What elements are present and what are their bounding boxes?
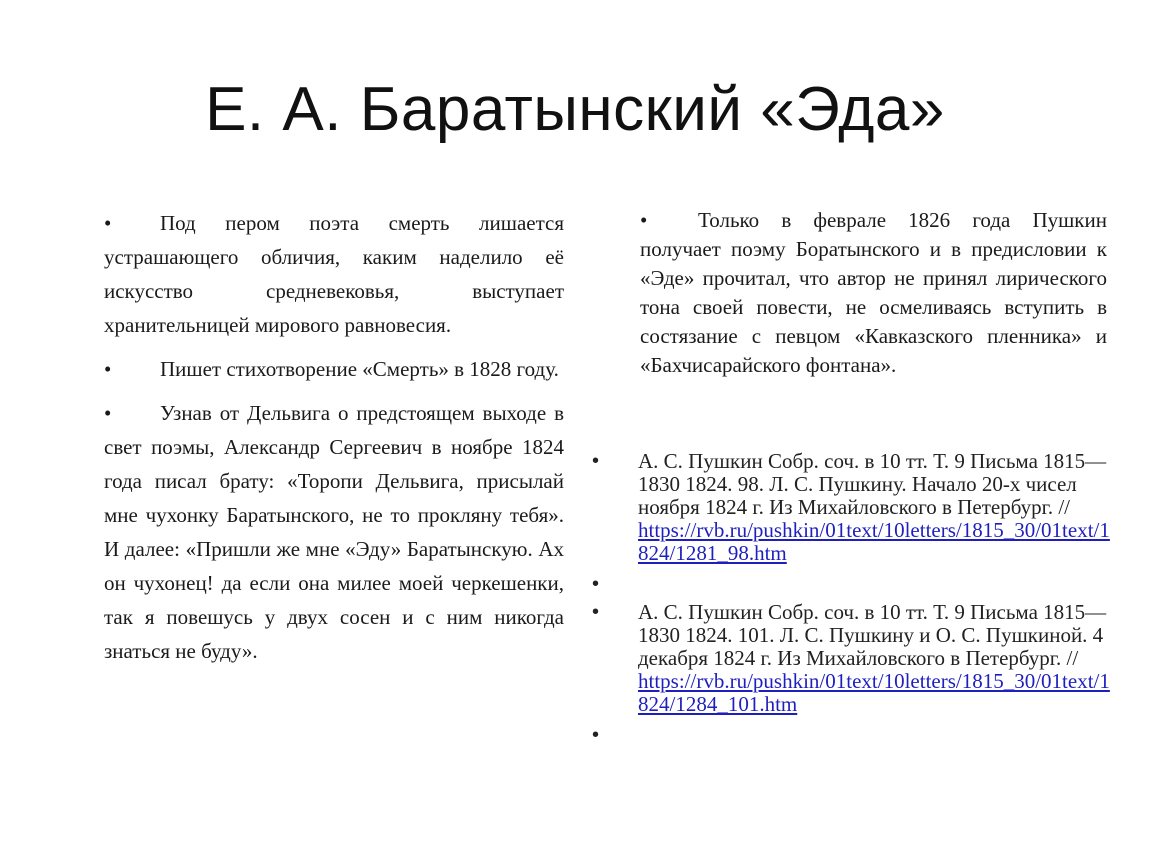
bullet-icon: • xyxy=(592,724,600,746)
references-list xyxy=(592,450,1112,752)
right-paragraph-1 xyxy=(640,206,1107,380)
bullet-icon: • xyxy=(104,357,112,381)
reference-2-link[interactable]: https://rvb.ru/pushkin/01text/10letters/1815_30/01text/1824/1284_101.htm xyxy=(638,669,1110,716)
reference-1-text: А. С. Пушкин Собр. соч. в 10 тт. Т. 9 Письма 1815—1830 1824. 98. Л. С. Пушкину. Начало 20-х чисел ноября 1824 г. Из Михайловского в Петербург. // xyxy=(638,449,1107,519)
reference-empty-item xyxy=(592,565,1112,601)
left-paragraph-2-text: Пишет стихотворение «Смерть» в 1828 году. xyxy=(160,357,559,381)
left-paragraph-3 xyxy=(104,396,564,668)
left-paragraph-3-text: Узнав от Дельвига о предстоящем выходе в свет поэмы, Александр Сергеевич в ноябре 1824 года писал брату: «Торопи Дельвига, присылай мне чухонку Баратынского, не то прокляну тебя». И далее: «Пришли же мне «Эду» Баратынскую. Ах он чухонец! да если она милее моей черкешенки, так я повешусь у двух сосен и с ним никогда знаться не буду». xyxy=(104,401,564,663)
right-text-column xyxy=(640,206,1107,390)
bullet-icon: • xyxy=(640,208,648,232)
reference-2-text: А. С. Пушкин Собр. соч. в 10 тт. Т. 9 Письма 1815—1830 1824. 101. Л. С. Пушкину и О. С. Пушкиной. 4 декабря 1824 г. Из Михайловского в Петербург. // xyxy=(638,600,1107,670)
bullet-icon: • xyxy=(592,573,600,595)
reference-1-link[interactable]: https://rvb.ru/pushkin/01text/10letters/1815_30/01text/1824/1281_98.htm xyxy=(638,518,1110,565)
bullet-icon: • xyxy=(104,211,112,235)
slide-title: Е. А. Баратынский «Эда» xyxy=(205,75,945,144)
reference-item-1 xyxy=(592,450,1112,565)
bullet-icon: • xyxy=(592,450,600,472)
right-paragraph-1-text: Только в феврале 1826 года Пушкин получает поэму Боратынского и в предисловии к «Эде» прочитал, что автор не принял лирического тона своей повести, не осмеливаясь вступить в состязание с певцом «Кавказского пленника» и «Бахчисарайского фонтана». xyxy=(640,208,1107,377)
reference-empty-item xyxy=(592,716,1112,752)
left-paragraph-1-text: Под пером поэта смерть лишается устрашающего обличия, каким наделило её искусство средневековья, выступает хранительницей мирового равновесия. xyxy=(104,211,564,337)
reference-item-2 xyxy=(592,601,1112,716)
left-paragraph-2 xyxy=(104,352,564,386)
left-text-column xyxy=(104,206,564,678)
bullet-icon: • xyxy=(592,601,600,623)
left-paragraph-1 xyxy=(104,206,564,342)
bullet-icon: • xyxy=(104,401,112,425)
